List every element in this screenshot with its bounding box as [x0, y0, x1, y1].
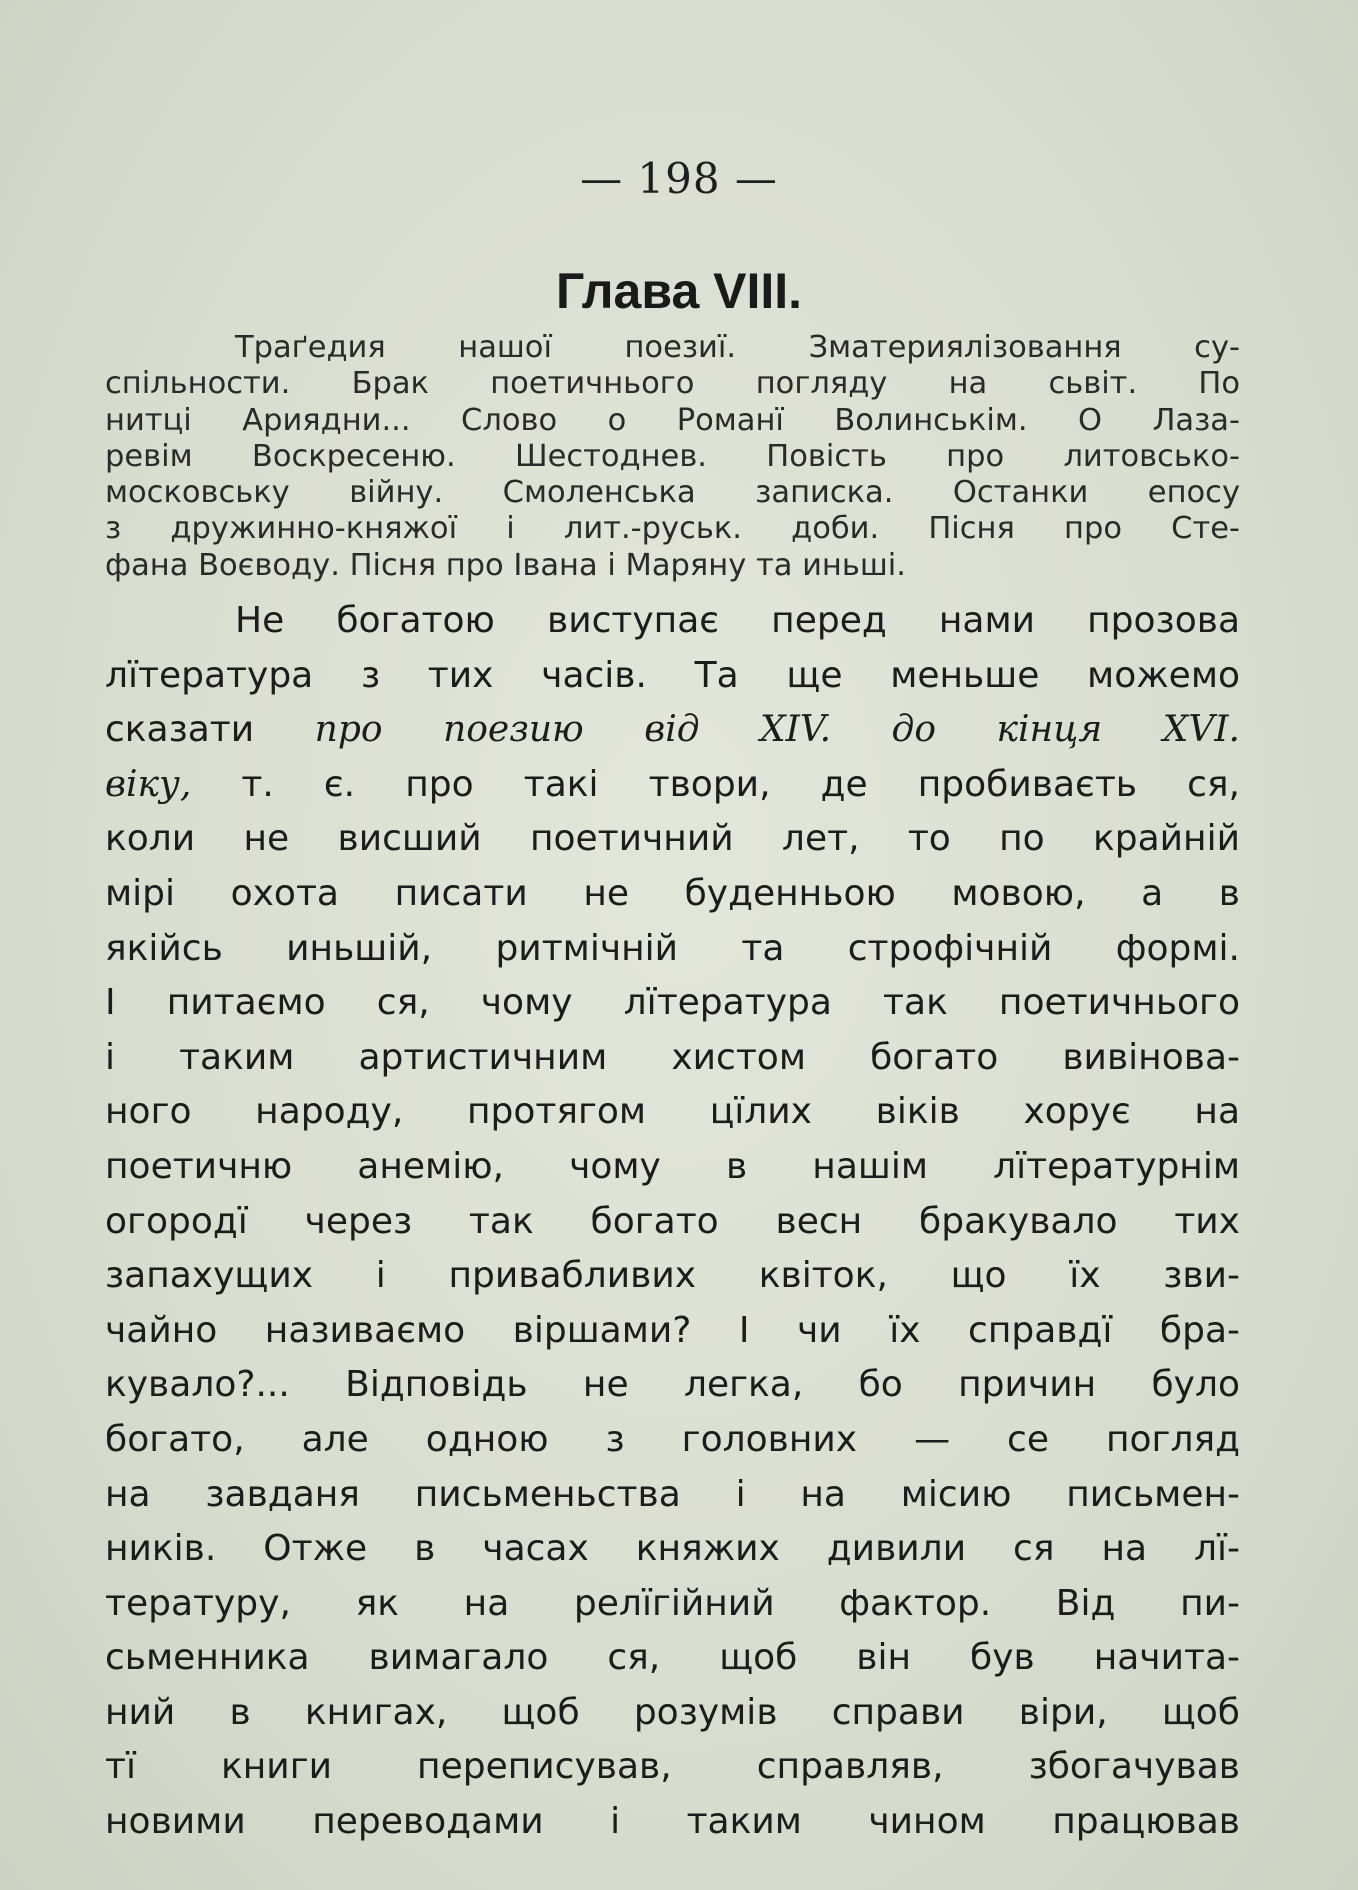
body-line: кувало?... Відповідь не легка, бо причин було [105, 1364, 1240, 1406]
body-line: новими переводами і таким чином працював [105, 1801, 1240, 1843]
body-line: огородї через так богато весн бракувало тих [105, 1200, 1240, 1242]
body-line [105, 703, 1240, 758]
body-line: богато, але одною з головних — се погляд [105, 1418, 1240, 1460]
italic-phrase: віку, [105, 763, 192, 805]
summary-line: московську війну. Смоленська записка. Останки епосу [105, 475, 1240, 511]
body-line-text: сказати [105, 709, 255, 751]
body-line: лїтература з тих часів. Та ще меньше можемо [105, 654, 1240, 696]
body-line: тї книги переписував, справляв, збогачував [105, 1746, 1240, 1788]
body-line: якійсь иньшій, ритмічній та строфічній формі. [105, 927, 1240, 969]
body-line: мірі охота писати не буденньою мовою, а в [105, 872, 1240, 914]
body-line-text: т. є. про такі твори, де пробиваєть ся, [241, 763, 1240, 805]
body-line: Не богатою виступає перед нами прозова [235, 600, 1240, 641]
summary-line: фана Воєводу. Пісня про Івана і Маряну та иньші. [105, 547, 906, 583]
summary-line: з дружинно-княжої і лит.-руськ. доби. Пісня про Сте- [105, 511, 1240, 547]
body-line: сьменника вимагало ся, щоб він був начита- [105, 1637, 1240, 1679]
summary-line: нитці Ариядни... Слово о Романї Волинськім. О Лаза- [105, 402, 1240, 438]
body-line: поетичню анемію, чому в нашім лїтературнім [105, 1145, 1240, 1187]
body-line: І питаємо ся, чому лїтература так поетичнього [105, 982, 1240, 1024]
summary-line: ревім Воскресеню. Шестоднев. Повість про литовсько- [105, 438, 1240, 474]
body-line: на завданя письменьства і на місию письмен- [105, 1473, 1240, 1515]
summary-line: Траґедия нашої поезиї. Зматериялізовання су- [235, 330, 1240, 365]
body-line: і таким артистичним хистом богато вивінова- [105, 1036, 1240, 1078]
body-line: запахущих і привабливих квіток, що їх зви- [105, 1255, 1240, 1297]
chapter-summary [105, 330, 1240, 584]
page-number: — 198 — [580, 154, 778, 203]
body-line: чайно називаємо віршами? І чи їх справдї бра- [105, 1309, 1240, 1351]
body-line: ного народу, протягом цїлих віків хорує на [105, 1091, 1240, 1133]
body-line: ників. Отже в часах княжих дивили ся на лї- [105, 1528, 1240, 1570]
body-line: ний в книгах, щоб розумів справи віри, щоб [105, 1691, 1240, 1733]
body-line: коли не висший поетичний лет, то по крайній [105, 818, 1240, 860]
summary-line: спільности. Брак поетичнього погляду на сьвіт. По [105, 366, 1240, 402]
italic-phrase: про поезию від XIV. до кінця XVI. [314, 709, 1240, 751]
chapter-title: Глава VIII. [555, 263, 803, 319]
body-line: тературу, як на релїгійний фактор. Від пи- [105, 1582, 1240, 1624]
body-line [105, 758, 1240, 813]
body-text [105, 594, 1240, 1850]
